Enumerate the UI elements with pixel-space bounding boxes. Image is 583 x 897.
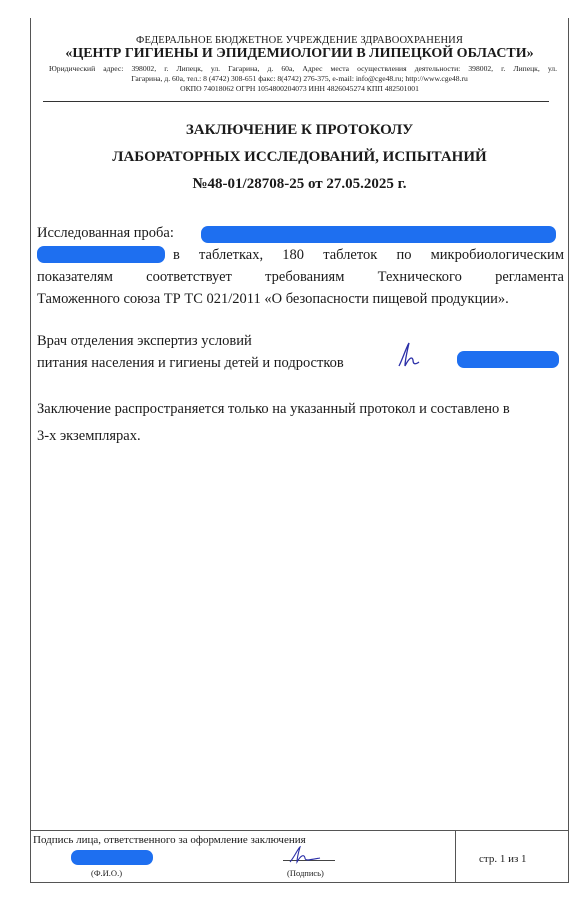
conclusion-line4: Таможенного союза ТР ТС 021/2011 «О безопасности пищевой продукции». (37, 291, 509, 307)
footer-divider (31, 830, 568, 831)
conclusion-line2: в таблетках, 180 таблеток по микробиологическим (173, 247, 564, 263)
redacted-responsible-name (71, 850, 153, 865)
conclusion-line3: показателям соответствует требованиям Технического регламента (37, 269, 564, 285)
header-address-line1: Юридический адрес: 398002, г. Липецк, ул. Гагарина, д. 60а, Адрес места осуществления деятельности: 398002, г. Липецк, ул. (49, 64, 557, 73)
header-divider (43, 101, 549, 102)
redacted-sample-name-cont (37, 246, 165, 263)
header-agency: ФЕДЕРАЛЬНОЕ БЮДЖЕТНОЕ УЧРЕЖДЕНИЕ ЗДРАВООХРАНЕНИЯ (136, 35, 463, 46)
note-line1: Заключение распространяется только на указанный протокол и составлено в (37, 401, 510, 417)
redacted-doctor-name (457, 351, 559, 368)
document-title-line2: ЛАБОРАТОРНЫХ ИССЛЕДОВАНИЙ, ИСПЫТАНИЙ (112, 149, 487, 165)
footer-column-divider (455, 830, 456, 882)
doctor-position-line2: питания населения и гигиены детей и подростков (37, 355, 344, 371)
sample-label: Исследованная проба: (37, 225, 174, 241)
doctor-signature (393, 340, 423, 370)
document-title-line1: ЗАКЛЮЧЕНИЕ К ПРОТОКОЛУ (185, 122, 414, 138)
header-address-line2: Гагарина, д. 60а, тел.: 8 (4742) 308-651 факс: 8(4742) 276-375, e-mail: info@cge48.ru; http://www.cge48.ru (131, 74, 468, 83)
footer-responsible-label: Подпись лица, ответственного за оформление заключения (33, 834, 306, 846)
footer-fio-label: (Ф.И.О.) (91, 868, 123, 878)
header-codes: ОКПО 74018062 ОГРН 1054800204073 ИНН 4826045274 КПП 482501001 (180, 84, 419, 93)
footer-signature-label: (Подпись) (287, 868, 324, 878)
document-page (30, 18, 569, 883)
document-title-number: №48-01/28708-25 от 27.05.2025 г. (192, 176, 407, 192)
doctor-position-line1: Врач отделения экспертиз условий (37, 333, 252, 349)
header-organization-name: «ЦЕНТР ГИГИЕНЫ И ЭПИДЕМИОЛОГИИ В ЛИПЕЦКОЙ ОБЛАСТИ» (65, 46, 534, 61)
note-line2: 3-х экземплярах. (37, 428, 141, 444)
page-number: стр. 1 из 1 (479, 853, 527, 865)
redacted-sample-name (201, 226, 556, 243)
footer-signature (287, 846, 323, 864)
